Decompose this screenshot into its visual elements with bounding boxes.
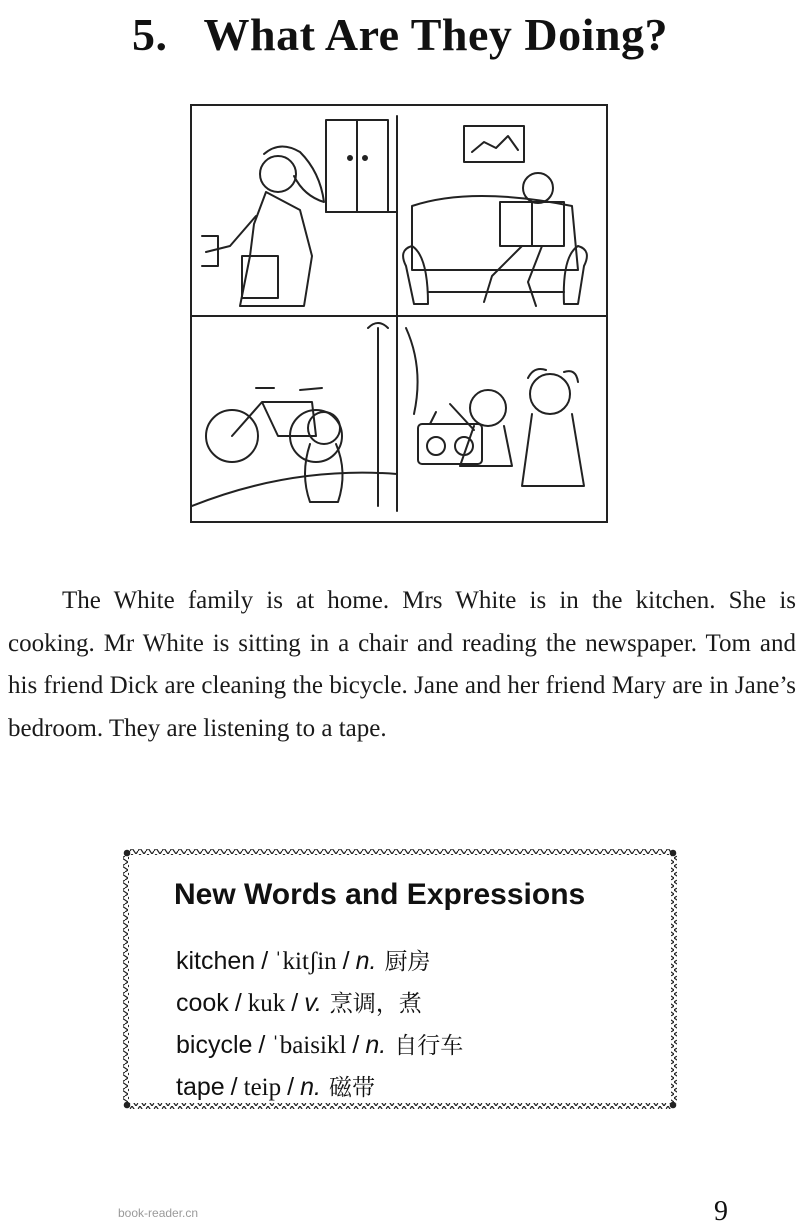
lesson-title-text: What Are They Doing? (203, 9, 669, 60)
separator: / (230, 1073, 238, 1101)
entry-part-of-speech: n. (355, 947, 377, 975)
reading-passage: The White family is at home. Mrs White is in the kitchen. She is cooking. Mr White is sitting in a chair and reading the newspaper. Tom and his friend Dick are cleaning the bicycle. Jane and her friend Mary are in Jane’s bedroom. They are listening to a tape. (8, 587, 796, 742)
floor-line (192, 473, 397, 506)
boys-cleaning-bicycle (192, 323, 397, 506)
vocabulary-entry (176, 940, 463, 982)
separator: / (352, 1031, 360, 1059)
entry-part-of-speech: n. (300, 1073, 321, 1101)
speaker-left (427, 437, 445, 455)
vocabulary-heading: New Words and Expressions (174, 878, 586, 911)
armchair-arm-left (403, 246, 428, 304)
vocabulary-entry (176, 1024, 463, 1066)
entry-meaning: 自行车 (394, 1033, 464, 1059)
entry-part-of-speech: n. (365, 1031, 387, 1059)
entry-word: tape (176, 1073, 225, 1101)
entry-meaning: 厨房 (384, 949, 431, 975)
bicycle-seat (300, 388, 322, 390)
vocabulary-box (122, 848, 678, 1110)
entry-phonetic: ˈkitʃin (274, 948, 337, 975)
girls-listening-to-tape (406, 328, 584, 486)
mrs-white-arm (206, 216, 256, 252)
separator: / (342, 947, 350, 975)
armchair-arm-right (564, 246, 587, 304)
entry-meaning: 烹调，煮 (329, 991, 422, 1017)
mrs-white-body (240, 192, 312, 306)
separator: / (291, 989, 299, 1017)
mr-white-leg-2 (528, 246, 542, 306)
entry-part-of-speech: v. (304, 989, 322, 1017)
curtain (406, 328, 418, 414)
separator: / (258, 1031, 266, 1059)
jane-body (460, 426, 512, 466)
entry-word: kitchen (176, 947, 256, 975)
vocabulary-list (176, 940, 463, 1108)
illustration-drawing (192, 106, 606, 521)
separator: / (234, 989, 242, 1017)
mr-white-reading (403, 126, 587, 306)
mary-head (530, 374, 570, 414)
entry-meaning: 磁带 (328, 1075, 375, 1101)
family-illustration (190, 104, 608, 523)
entry-word: bicycle (176, 1031, 253, 1059)
headscarf (264, 146, 324, 202)
mrs-white-cooking (202, 120, 397, 306)
wall-picture (464, 126, 524, 162)
apron (242, 256, 278, 298)
mr-white-leg-1 (484, 246, 522, 302)
watermark-text: book-reader.cn (118, 1206, 199, 1220)
separator: / (261, 947, 269, 975)
separator: / (287, 1073, 295, 1101)
jane-head (470, 390, 506, 426)
entry-phonetic: kuk (247, 990, 286, 1017)
page-number: 9 (714, 1196, 728, 1227)
lesson-title (0, 8, 800, 61)
mary-body (522, 414, 584, 486)
mrs-white-head (260, 156, 296, 192)
armchair-back (412, 196, 578, 270)
mr-white-head (523, 173, 553, 203)
vocabulary-entry (176, 982, 463, 1024)
boy-head (308, 412, 340, 444)
entry-phonetic: ˈbaisikl (271, 1032, 347, 1059)
entry-phonetic: teip (243, 1074, 282, 1101)
bicycle-frame (232, 402, 316, 436)
lesson-number: 5. (131, 9, 168, 60)
vocabulary-entry (176, 1066, 463, 1108)
entry-word: cook (176, 989, 229, 1017)
